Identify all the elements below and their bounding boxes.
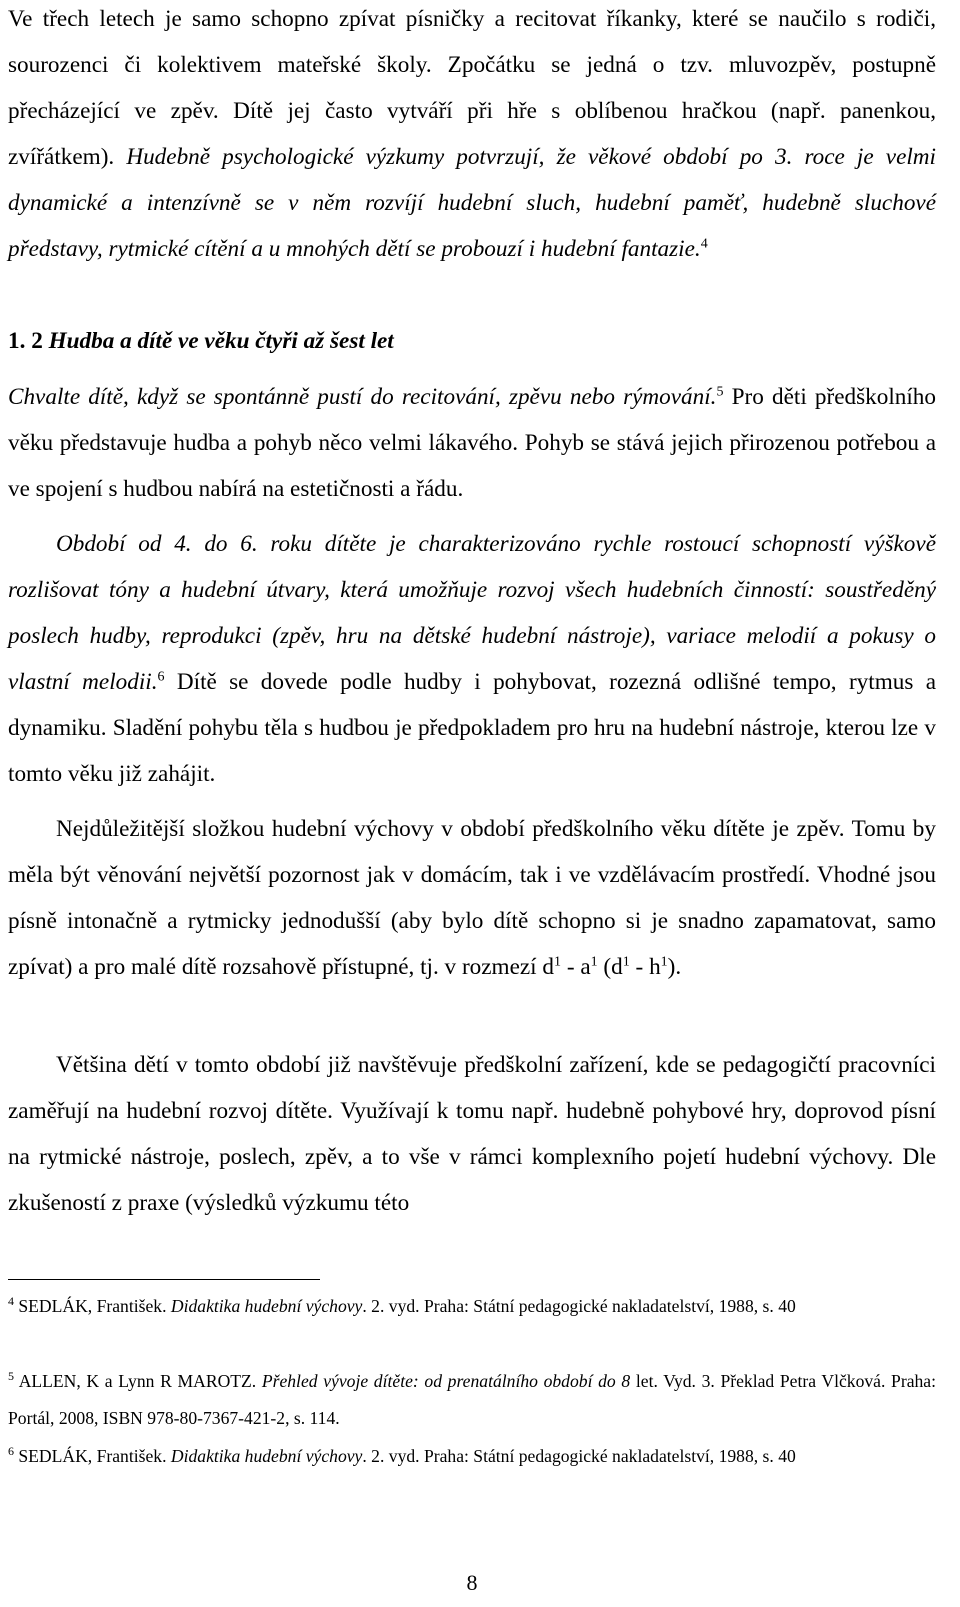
- footnote-4: [8, 1288, 936, 1325]
- paragraph-1: [8, 0, 936, 272]
- page-number: 8: [466, 1570, 478, 1595]
- footnote-ref-6: 6: [157, 669, 165, 685]
- superscript: 1: [590, 954, 598, 970]
- footnote-author: SEDLÁK, František.: [14, 1446, 171, 1466]
- paragraph-1-text: Ve třech letech je samo schopno zpívat písničky a recitovat říkanky, které se naučilo s rodiči, sourozenci či kolektivem mateřské školy. Zpočátku se jedná o tzv. mluvozpěv, postupně přecházející ve zpěv. Dítě jej často vytváří při hře s oblíbenou hračkou (např. panenkou, zvířátkem).: [8, 6, 936, 170]
- footnote-title: Didaktika hudební výchovy: [170, 1446, 363, 1466]
- paragraph-3: [8, 521, 936, 797]
- paragraph-1-italic-text: Hudebně psychologické výzkumy potvrzují, že věkové období po 3. roce je velmi dynamické a intenzívně se v něm rozvíjí hudební sluch, hudební paměť, hudebně sluchové představy, rytmické cítění a u mnohých dětí se probouzí i hudební fantazie.: [8, 144, 936, 262]
- section-title: Hudba a dítě ve věku čtyři až šest let: [42, 328, 394, 354]
- paragraph-4-text-c: (d: [597, 954, 623, 980]
- footnote-separator: [8, 1279, 320, 1280]
- footnote-number: 6: [8, 1444, 14, 1459]
- paragraph-4-text-e: ).: [667, 954, 682, 980]
- paragraph-2-text: Pro děti předškolního věku představuje hudba a pohyb něco velmi lákavého. Pohyb se stává jejich přirozenou potřebou a ve spojení s hudbou nabírá na estetičnosti a řádu.: [8, 384, 936, 502]
- section-heading: [8, 318, 394, 364]
- paragraph-5-text: Většina dětí v tomto období již navštěvuje předškolní zařízení, kde se pedagogičtí pracovníci zaměřují na hudební rozvoj dítěte. Využívají k tomu např. hudebně pohybové hry, doprovod písní na rytmické nástroje, poslech, zpěv, a to vše v rámci komplexního pojetí hudební výchovy. Dle zkušeností z praxe (výsledků výzkumu této: [8, 1052, 936, 1216]
- paragraph-4-text-d: - h: [629, 954, 661, 980]
- section-number: 1. 2: [8, 328, 43, 354]
- footnote-number: 5: [8, 1369, 14, 1384]
- footnote-5: [8, 1363, 936, 1437]
- paragraph-4-text: Nejdůležitější složkou hudební výchovy v období předškolního věku dítěte je zpěv. Tomu by měla být věnování největší pozornost jak v domácím, tak i ve vzdělávacím prostředí. Vhodné jsou písně intonačně a rytmicky jednodušší (aby bylo dítě schopno si je snadno zapamatovat, samo zpívat) a pro malé dítě rozsahově přístupné, tj. v rozmezí d: [8, 816, 936, 980]
- paragraph-4: [8, 806, 936, 990]
- footnote-author: ALLEN, K a Lynn R MAROTZ.: [14, 1371, 262, 1391]
- footnote-ref-4: 4: [700, 236, 708, 252]
- paragraph-3-italic-text: Období od 4. do 6. roku dítěte je charakterizováno rychle rostoucí schopností výškově rozlišovat tóny a hudební útvary, která umožňuje rozvoj všech hudebních činností: soustředěný poslech hudby, reprodukci (zpěv, hru na dětské hudební nástroje), variace melodií a pokusy o vlastní melodii.: [8, 531, 936, 695]
- footnote-ref-5: 5: [716, 384, 724, 400]
- paragraph-2-italic-text: Chvalte dítě, když se spontánně pustí do recitování, zpěvu nebo rýmování.: [8, 384, 717, 410]
- footnote-6: [8, 1438, 936, 1475]
- superscript: 1: [660, 954, 668, 970]
- footnote-details: . 2. vyd. Praha: Státní pedagogické nakladatelství, 1988, s. 40: [362, 1296, 796, 1316]
- footnote-title: Přehled vývoje dítěte: od prenatálního období do 8: [261, 1371, 631, 1391]
- paragraph-4-text-b: - a: [561, 954, 591, 980]
- paragraph-3-text: Dítě se dovede podle hudby i pohybovat, rozezná odlišné tempo, rytmus a dynamiku. Sladění pohybu těla s hudbou je předpokladem pro hru na hudební nástroje, kterou lze v tomto věku již zahájit.: [8, 669, 936, 787]
- footnote-author: SEDLÁK, František.: [14, 1296, 171, 1316]
- superscript: 1: [622, 954, 630, 970]
- superscript: 1: [554, 954, 562, 970]
- footnote-details: . 2. vyd. Praha: Státní pedagogické nakladatelství, 1988, s. 40: [362, 1446, 796, 1466]
- footnote-number: 4: [8, 1294, 14, 1309]
- footnote-title: Didaktika hudební výchovy: [170, 1296, 363, 1316]
- footnote-details: let. Vyd. 3. Překlad Petra Vlčková. Praha: Portál, 2008, ISBN 978-80-7367-421-2, s. 114.: [8, 1371, 937, 1428]
- paragraph-2: [8, 374, 936, 512]
- paragraph-5: [8, 1042, 936, 1226]
